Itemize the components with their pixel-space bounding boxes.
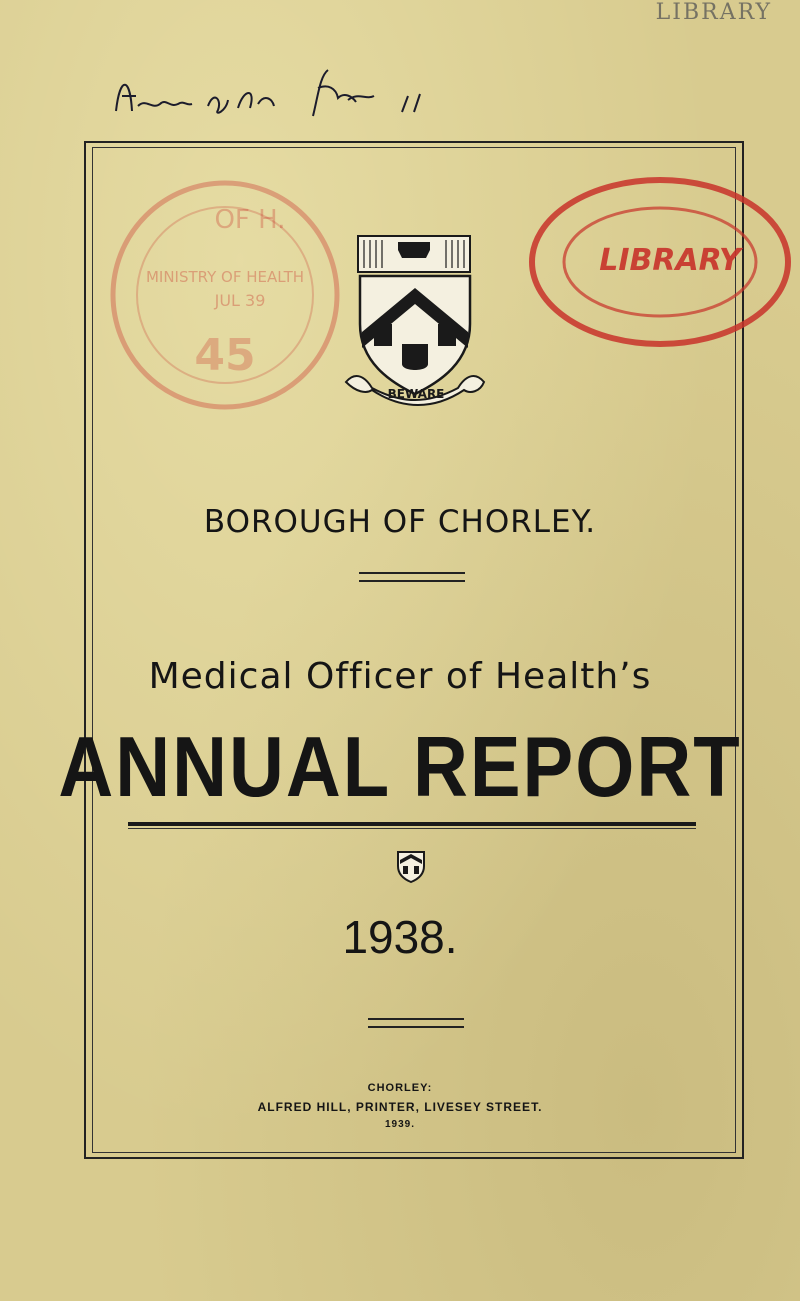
svg-text:JUL 39: JUL 39 [214, 291, 266, 310]
handwritten-annotation [108, 66, 508, 126]
report-title: ANNUAL REPORT [58, 719, 742, 816]
double-rule-upper [359, 572, 465, 582]
svg-text:45: 45 [194, 330, 256, 381]
double-rule-lower [368, 1018, 464, 1028]
library-oval-stamp [520, 170, 800, 360]
svg-text:BEWARE: BEWARE [387, 387, 445, 401]
imprint-printer: ALFRED HILL, PRINTER, LIVESEY STREET. [257, 1100, 543, 1114]
printer-ornament-icon [394, 848, 428, 884]
crest-motto-scroll [340, 362, 490, 412]
borough-heading: BOROUGH OF CHORLEY. [203, 504, 597, 540]
imprint-place: CHORLEY: [367, 1082, 433, 1094]
title-rule-thick [128, 822, 696, 826]
ministry-received-stamp [100, 170, 340, 420]
svg-text:OF H.: OF H. [214, 205, 286, 235]
title-rule-thin [128, 828, 696, 829]
report-year: 1938. [342, 911, 458, 963]
svg-text:LIBRARY: LIBRARY [599, 243, 741, 278]
imprint-year: 1939. [384, 1119, 416, 1130]
library-corner-stamp: LIBRARY [655, 0, 772, 25]
svg-text:MINISTRY OF HEALTH: MINISTRY OF HEALTH [145, 268, 305, 286]
office-heading: Medical Officer of Health’s [148, 656, 652, 697]
